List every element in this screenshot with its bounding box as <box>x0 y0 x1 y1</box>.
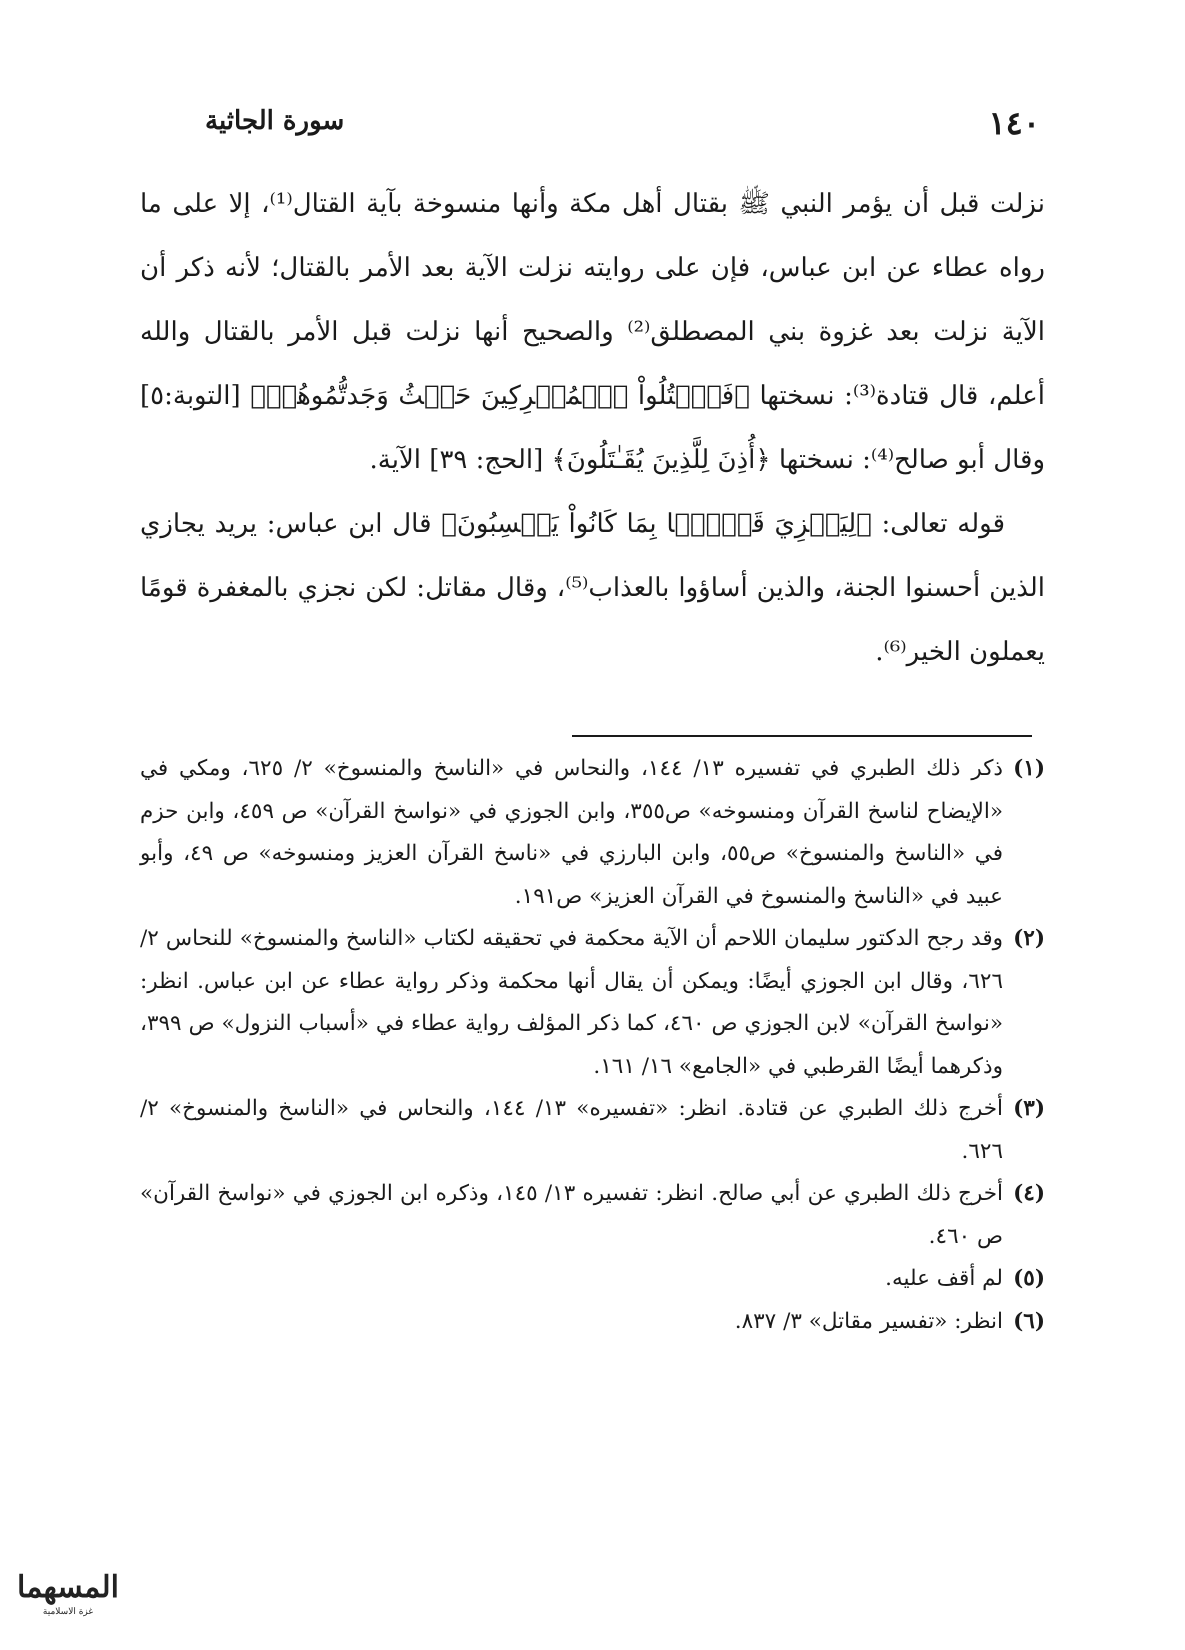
footnote <box>140 918 1045 1088</box>
footnote <box>140 1301 1045 1344</box>
footnote-text: وقد رجح الدكتور سليمان اللاحم أن الآية محكمة في تحقيقه لكتاب «الناسخ والمنسوخ» للنحاس ٢/ ٦٢٦، وقال ابن الجوزي أيضًا: ويمكن أن يقال أنها محكمة وذكر رواية عطاء عن ابن عباس. انظر: «نواسخ القرآن» لابن الجوزي ص ٤٦٠، كما ذكر المؤلف رواية عطاء في «أسباب النزول» ص ٣٩٩، وذكرهما أيضًا القرطبي في «الجامع» ١٦/ ١٦١. <box>140 926 1003 1079</box>
main-paragraph: قوله تعالى: ﴿لِيَجۡزِيَ قَوۡمَۢا بِمَا كَانُواْ يَكۡسِبُونَ﴾ قال ابن عباس: يريد يجازي الذين أحسنوا الجنة، والذين أساؤوا بالعذاب⁽⁵⁾، وقال مقاتل: لكن نجزي بالمغفرة قومًا يعملون الخير⁽⁶⁾. <box>140 509 1045 667</box>
footnote-number: (٥) <box>1013 1266 1045 1291</box>
footnote-text: لم أقف عليه. <box>885 1266 1003 1291</box>
footnotes <box>140 748 1045 1343</box>
surah-title: سورة الجاثية <box>205 106 345 136</box>
logo-subtext: غزة الاسلامية <box>42 1607 94 1617</box>
footnote-text: أخرج ذلك الطبري عن قتادة. انظر: «تفسيره» ١٣/ ١٤٤، والنحاس في «الناسخ والمنسوخ» ٢/ ٦٢٦. <box>140 1096 1004 1164</box>
publisher-logo <box>8 1570 128 1630</box>
page-number: ١٤٠ <box>988 104 1040 142</box>
footnote-divider <box>572 735 1032 737</box>
footnote-number: (٢) <box>1013 926 1045 951</box>
footnote-number: (٣) <box>1013 1096 1045 1121</box>
main-text <box>140 172 1045 684</box>
footnote-number: (٦) <box>1013 1308 1045 1334</box>
footnote <box>140 1088 1045 1173</box>
footnote-number: (١) <box>1013 756 1045 781</box>
footnote <box>140 748 1045 918</box>
footnote-text: انظر: «تفسير مقاتل» ٣/ ٨٣٧. <box>734 1308 1003 1334</box>
footnote-text: ذكر ذلك الطبري في تفسيره ١٣/ ١٤٤، والنحاس في «الناسخ والمنسوخ» ٢/ ٦٢٥، ومكي في «الإيضاح لناسخ القرآن ومنسوخه» ص٣٥٥، وابن الجوزي في «نواسخ القرآن» ص ٤٥٩، وابن حزم في «الناسخ والمنسوخ» ص٥٥، وابن البارزي في «ناسخ القرآن العزيز ومنسوخه» ص ٤٩، وأبو عبيد في «الناسخ والمنسوخ في القرآن العزيز» ص١٩١. <box>140 756 1004 909</box>
main-paragraph: نزلت قبل أن يؤمر النبي ﷺ بقتال أهل مكة وأنها منسوخة بآية القتال⁽¹⁾، إلا على ما رواه عطاء عن ابن عباس، فإن على روايته نزلت الآية بعد الأمر بالقتال؛ لأنه ذكر أن الآية نزلت بعد غزوة بني المصطلق⁽²⁾ والصحيح أنها نزلت قبل الأمر بالقتال والله أعلم، قال قتادة⁽³⁾: نسختها ﴿فَٱقۡتُلُواْ ٱلۡمُشۡرِكِينَ حَيۡثُ وَجَدتُّمُوهُمۡ﴾ [التوبة:٥] وقال أبو صالح⁽⁴⁾: نسختها ﴿أُذِنَ لِلَّذِينَ يُقَـٰتَلُونَ﴾ [الحج: ٣٩] الآية. <box>140 189 1045 475</box>
footnote-text: أخرج ذلك الطبري عن أبي صالح. انظر: تفسيره ١٣/ ١٤٥، وذكره ابن الجوزي في «نواسخ القرآن» ص ٤٦٠. <box>140 1181 1004 1249</box>
page-header <box>145 100 1040 150</box>
footnote-number: (٤) <box>1013 1181 1045 1206</box>
footnote <box>140 1258 1045 1301</box>
footnote <box>140 1173 1045 1258</box>
logo-text: المسهما <box>17 1570 119 1605</box>
